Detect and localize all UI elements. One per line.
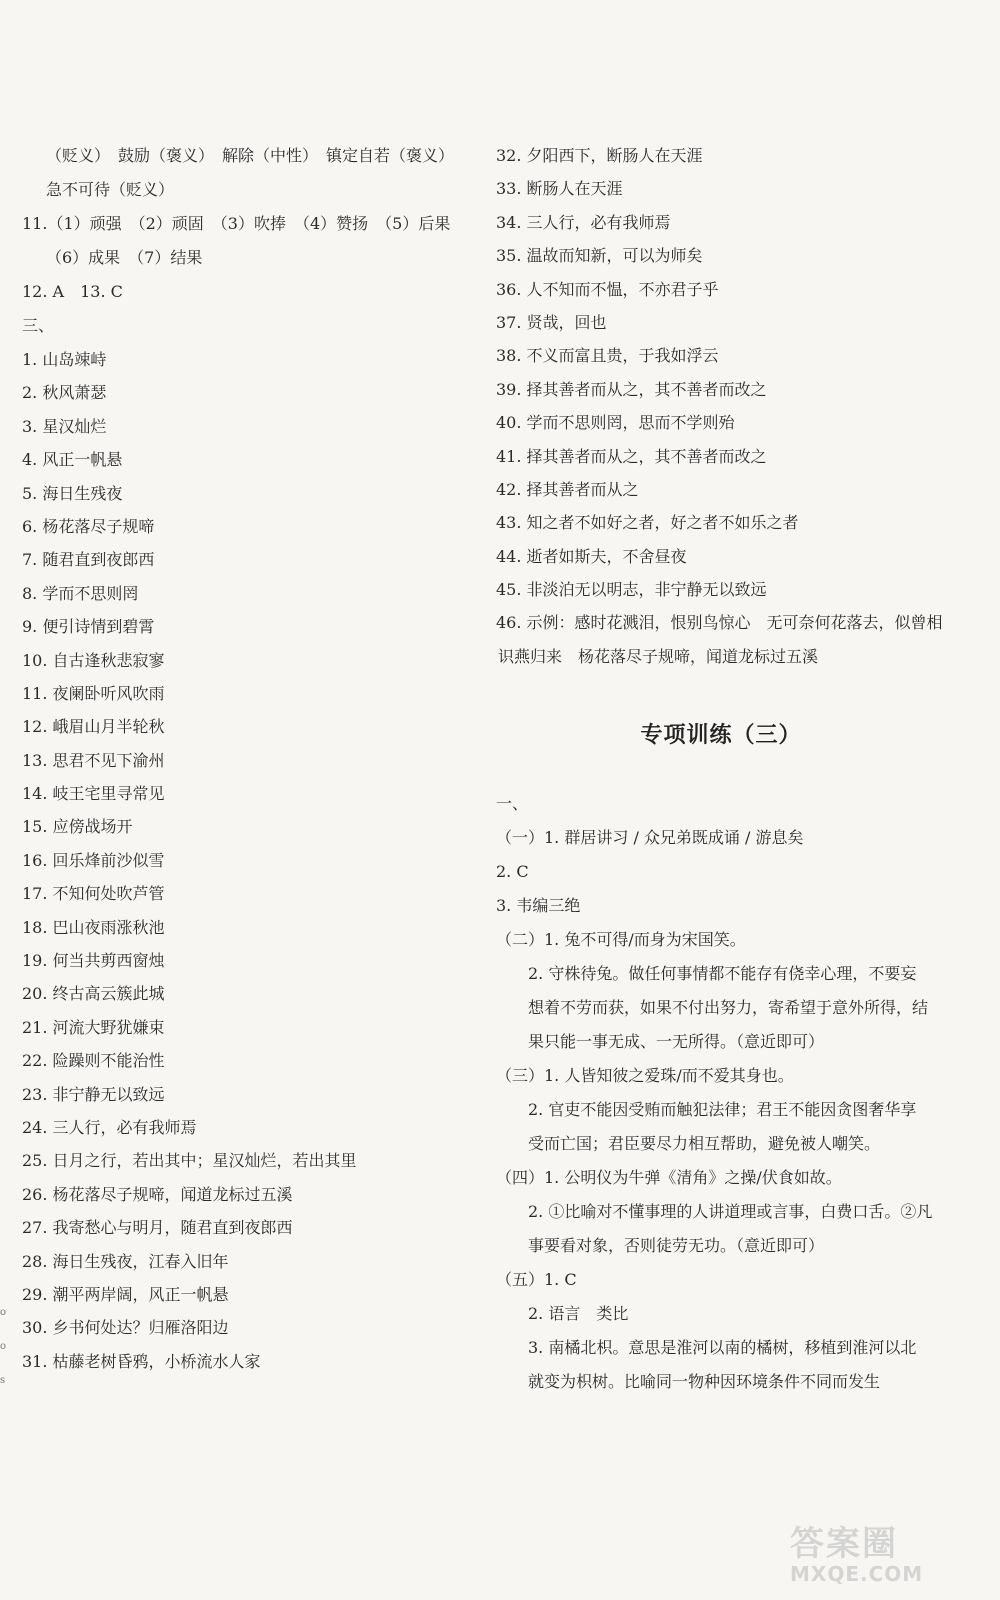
answer-line: 3. 南橘北枳。意思是淮河以南的橘树，移植到淮河以北 (528, 1338, 917, 1357)
section-number: 一、 (496, 794, 529, 813)
answer-line: 10. 自古逢秋悲寂寥 (22, 650, 165, 670)
section-title: 专项训练（三） (640, 723, 802, 748)
answer-line: 5. 海日生残夜 (22, 483, 123, 503)
right-column (496, 146, 946, 680)
answer-line: 7. 随君直到夜郎西 (22, 550, 155, 570)
answer-line: 33. 断肠人在天涯 (496, 179, 623, 199)
answer-line: 想着不劳而获，如果不付出努力，寄希望于意外所得，结 (528, 998, 929, 1017)
answer-line: 4. 风正一帆悬 (22, 450, 123, 470)
answer-line: 15. 应傍战场开 (22, 817, 133, 837)
answer-line: 2. 官吏不能因受贿而触犯法律；君王不能因贪图奢华享 (528, 1100, 917, 1119)
answer-line: 34. 三人行，必有我师焉 (496, 212, 671, 232)
answer-line: 42. 择其善者而从之 (496, 479, 639, 499)
answer-line: 38. 不义而富且贵，于我如浮云 (496, 346, 719, 366)
answer-line: 27. 我寄愁心与明月，随君直到夜郎西 (22, 1218, 293, 1238)
answer-line: 19. 何当共剪西窗烛 (22, 951, 165, 971)
answer-line: 44. 逝者如斯夫，不舍昼夜 (496, 546, 687, 566)
answer-line: 就变为枳树。比喻同一物种因环境条件不同而发生 (528, 1372, 881, 1391)
answer-line: （6）成果 （7）结果 (46, 248, 203, 267)
answer-line: 2. ①比喻对不懂事理的人讲道理或言事，白费口舌。②凡 (528, 1202, 933, 1221)
answer-line: 13. 思君不见下渝州 (22, 750, 165, 770)
answer-line: 12. A 13. C (22, 282, 123, 301)
answer-line: 11.（1）顽强 （2）顽固 （3）吹捧 （4）赞扬 （5）后果 (22, 214, 451, 233)
answer-line: 3. 韦编三绝 (496, 896, 581, 915)
answer-line: 20. 终古高云簇此城 (22, 984, 165, 1004)
answer-line: （四）1. 公明仪为牛弹《清角》之操/伏食如故。 (496, 1168, 842, 1187)
answer-line: 28. 海日生残夜，江春入旧年 (22, 1251, 229, 1271)
answer-line: 41. 择其善者而从之，其不善者而改之 (496, 446, 767, 466)
answer-line: 果只能一事无成、一无所得。（意近即可） (528, 1032, 825, 1051)
answer-line: 识燕归来 杨花落尽子规啼，闻道龙标过五溪 (498, 646, 819, 666)
answer-line: 25. 日月之行，若出其中；星汉灿烂，若出其里 (22, 1151, 357, 1171)
section-number: 三、 (22, 316, 55, 335)
watermark-logo: 答案圈 (790, 1524, 898, 1564)
watermark-url: MXQE.COM (790, 1562, 924, 1586)
left-column (22, 146, 482, 1385)
answer-line: 31. 枯藤老树昏鸦，小桥流水人家 (22, 1351, 261, 1371)
answer-line: 23. 非宁静无以致远 (22, 1084, 165, 1104)
answer-line: 39. 择其善者而从之，其不善者而改之 (496, 379, 767, 399)
answer-line: 2. 语言 类比 (528, 1304, 629, 1323)
answer-line: （贬义） 鼓励（褒义） 解除（中性） 镇定自若（褒义） (46, 146, 455, 165)
answer-line: 32. 夕阳西下，断肠人在天涯 (496, 146, 703, 165)
answer-line: 17. 不知何处吹芦管 (22, 884, 165, 904)
answer-line: 18. 巴山夜雨涨秋池 (22, 917, 165, 937)
answer-line: 36. 人不知而不愠，不亦君子乎 (496, 279, 719, 299)
answer-line: 3. 星汉灿烂 (22, 416, 107, 436)
answer-line: 35. 温故而知新，可以为师矣 (496, 246, 703, 266)
watermark (790, 1526, 980, 1586)
answer-line: 30. 乡书何处达？归雁洛阳边 (22, 1318, 229, 1338)
margin-marks (0, 1296, 8, 1398)
answer-line: （三）1. 人皆知彼之爱珠/而不爱其身也。 (496, 1066, 794, 1085)
margin-mark: o (0, 1341, 7, 1352)
margin-mark: s (0, 1375, 6, 1386)
answer-line: （二）1. 兔不可得/而身为宋国笑。 (496, 930, 746, 949)
answer-line: 11. 夜阑卧听风吹雨 (22, 683, 165, 703)
answer-line: 2. 秋风萧瑟 (22, 383, 107, 403)
answer-line: 43. 知之者不如好之者，好之者不如乐之者 (496, 513, 799, 533)
margin-mark: o (0, 1307, 7, 1318)
answer-line: （五）1. C (496, 1270, 577, 1289)
answer-line: 46. 示例：感时花溅泪，恨别鸟惊心 无可奈何花落去，似曾相 (496, 613, 943, 633)
answer-line: 急不可待（贬义） (46, 180, 175, 199)
answer-line: 12. 峨眉山月半轮秋 (22, 717, 165, 737)
answer-line: 37. 贤哉，回也 (496, 312, 607, 332)
answer-line: 21. 河流大野犹嫌束 (22, 1017, 165, 1037)
answer-line: 40. 学而不思则罔，思而不学则殆 (496, 413, 735, 433)
answer-line: 26. 杨花落尽子规啼，闻道龙标过五溪 (22, 1184, 293, 1204)
section-answers (496, 794, 946, 1406)
answer-line: 受而亡国；君臣要尽力相互帮助，避免被人嘲笑。 (528, 1134, 881, 1153)
answer-line: 事要看对象，否则徒劳无功。（意近即可） (528, 1236, 825, 1255)
answer-line: 14. 岐王宅里寻常见 (22, 784, 165, 804)
answer-line: 2. 守株待兔。做任何事情都不能存有侥幸心理，不要妄 (528, 964, 917, 983)
answer-line: 6. 杨花落尽子规啼 (22, 516, 155, 536)
answer-line: 16. 回乐烽前沙似雪 (22, 850, 165, 870)
answer-line: 9. 便引诗情到碧霄 (22, 617, 155, 637)
answer-line: 8. 学而不思则罔 (22, 583, 139, 603)
answer-line: 2. C (496, 862, 529, 881)
answer-line: 22. 险躁则不能治性 (22, 1051, 165, 1071)
answer-line: 29. 潮平两岸阔，风正一帆悬 (22, 1284, 229, 1304)
answer-line: 1. 山岛竦峙 (22, 350, 107, 369)
answer-line: （一）1. 群居讲习 / 众兄弟既成诵 / 游息矣 (496, 828, 804, 847)
answer-line: 45. 非淡泊无以明志，非宁静无以致远 (496, 580, 767, 600)
answer-line: 24. 三人行，必有我师焉 (22, 1117, 197, 1137)
